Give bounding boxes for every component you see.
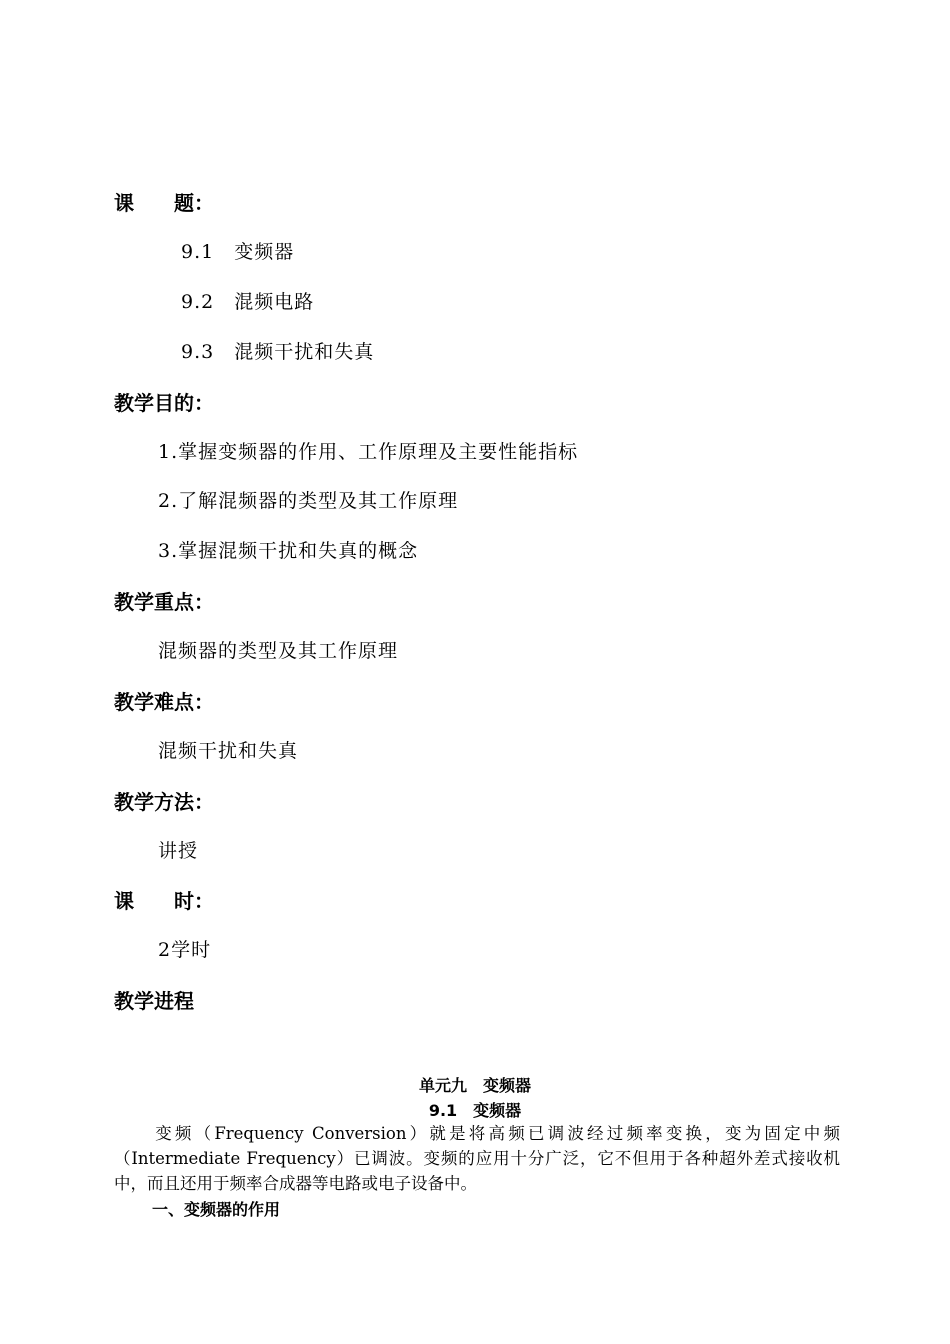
section-title: 9.1 变频器 <box>428 1101 522 1120</box>
objective-item-3: 3.掌握混频干扰和失真的概念 <box>158 540 419 562</box>
difficult-point-text: 混频干扰和失真 <box>158 740 299 762</box>
intro-paragraph-text: 变频（Frequency Conversion）就是将高频已调波经过频率变换，变为固定中频（Intermediate Frequency）已调波。变频的应用十分广泛，它不但用于各种超外差式接收机中，而且还用于频率合成器等电路或电子设备中。 <box>114 1124 840 1193</box>
key-point-text: 混频器的类型及其工作原理 <box>158 640 399 662</box>
topic-item-2: 9.2 混频电路 <box>181 291 315 313</box>
method-label: 教学方法： <box>114 790 214 814</box>
hours-text: 2学时 <box>158 939 212 961</box>
difficult-point-label: 教学难点： <box>114 690 214 714</box>
progress-label: 教学进程 <box>114 989 194 1013</box>
topic-item-1: 9.1 变频器 <box>181 241 295 263</box>
intro-paragraph <box>114 1121 840 1196</box>
topic-item-3: 9.3 混频干扰和失真 <box>181 341 375 363</box>
key-point-label: 教学重点： <box>114 590 214 614</box>
method-text: 讲授 <box>158 840 199 862</box>
hours-label: 课 时： <box>114 889 214 913</box>
topic-label: 课 题： <box>114 191 214 215</box>
objective-label: 教学目的： <box>114 391 214 415</box>
objective-item-2: 2.了解混频器的类型及其工作原理 <box>158 490 459 512</box>
unit-title: 单元九 变频器 <box>418 1076 531 1095</box>
objective-item-1: 1.掌握变频器的作用、工作原理及主要性能指标 <box>158 441 579 463</box>
subheading: 一、变频器的作用 <box>152 1200 281 1219</box>
